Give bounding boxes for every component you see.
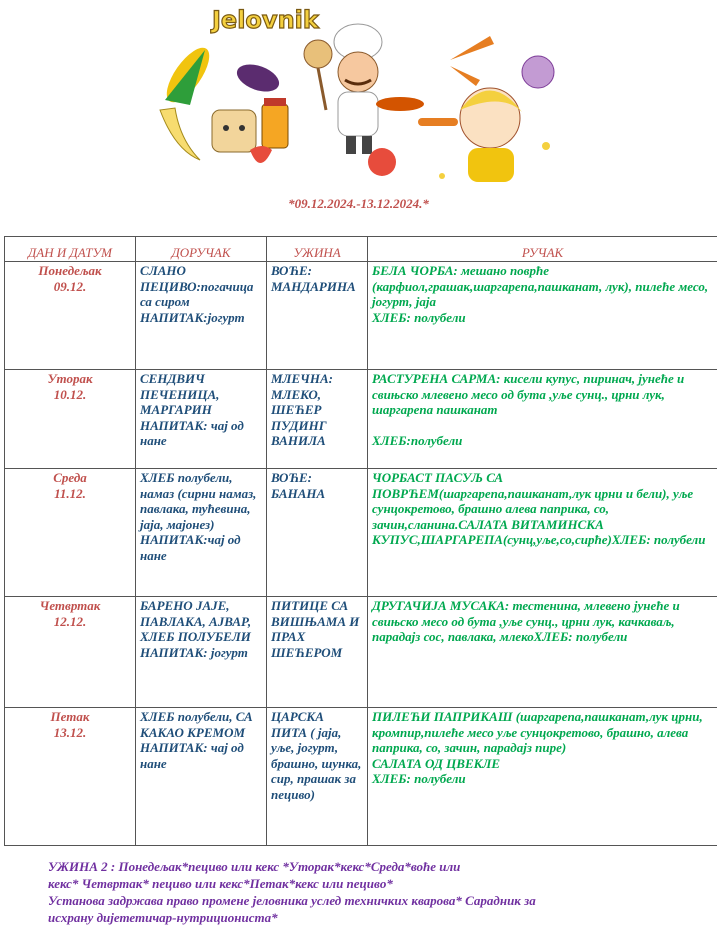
header-lunch: РУЧАК [368,237,717,262]
eggplant-icon [233,59,283,97]
footer-line: исхрану дијететичар-нутрициониста* [48,910,278,925]
banner-illustration [150,0,570,192]
day-cell [5,262,136,370]
day-date: 09.12. [53,278,87,294]
lunch-cell: ЧОРБАСТ ПАСУЉ СА ПОВРЋЕМ(шаргарепа,пашканат,лук црни и бели), уље сунцокретово, брашно алева паприка, со, зачин,сланина.САЛАТА ВИТАМИНСКА КУПУС,ШАРГАРЕПА(сунц,уље,со,сирће)ХЛЕБ: полубели [368,469,717,597]
day-name: Среда [53,470,87,485]
snack-cell: ВОЋЕ: МАНДАРИНА [267,262,368,370]
day-date: 13.12. [53,724,87,740]
corn-icon [159,41,217,108]
banner-title: Jelovnik [212,6,319,34]
snack-cell: МЛЕЧНА: МЛЕКО, ШЕЋЕР ПУДИНГ ВАНИЛА [267,370,368,469]
breakfast-cell: СЕНДВИЧ ПЕЧЕНИЦА, МАРГАРИН НАПИТАК: чај од нане [136,370,267,469]
day-name: Уторак [47,371,93,386]
day-cell [5,708,136,846]
breakfast-cell: БАРЕНО ЈАЈЕ, ПАВЛАКА, АЈВАР, ХЛЕБ ПОЛУБЕЛИ НАПИТАК: јогурт [136,597,267,708]
day-cell [5,597,136,708]
footer-notes [48,858,688,926]
lunch-cell: ПИЛЕЋИ ПАПРИКАШ (шаргарепа,пашканат,лук црни, кромпир,пилеће месо уље сунцокретово, брашно, алева паприка, со, зачин, парадајз пире) САЛАТА ОД ЦВЕКЛЕ ХЛЕБ: полубели [368,708,717,846]
strawberry-icon [250,146,272,163]
onion-icon [522,56,554,88]
day-date: 12.12. [53,613,87,629]
table-row [5,469,717,597]
table-row [5,262,717,370]
boy-icon [418,88,522,182]
breakfast-cell: СЛАНО ПЕЦИВО:погачица са сиром НАПИТАК:јогурт [136,262,267,370]
bread-icon [212,110,256,152]
day-name: Четвртак [39,598,101,613]
day-cell [5,469,136,597]
footer-line: Установа задржава право промене јеловника услед техничких кварова* Сарадник за [48,893,536,908]
jar-icon [262,98,288,148]
chef-icon [304,24,424,154]
banana-icon [160,108,200,160]
table-row [5,370,717,469]
tomato-icon [368,148,396,176]
snack-cell: ВОЋЕ: БАНАНА [267,469,368,597]
day-name: Петак [50,709,90,724]
menu-table [4,236,717,846]
header-snack: УЖИНА [267,237,368,262]
lunch-cell: ДРУГАЧИЈА МУСАКА: тестенина, млевено јунеће и свињско месо од бута ,уље сунц., црни лук, качкаваљ, парадајз сос, павлака, млекоХЛЕБ: полубели [368,597,717,708]
footer-line: кекс* Четвртак* пециво или кекс*Петак*кекс или пецивo* [48,876,393,891]
snack-cell: ЦАРСКА ПИТА ( јаја, уље, јогурт, брашно, шунка, сир, прашак за пециво) [267,708,368,846]
table-row [5,597,717,708]
date-range: *09.12.2024.-13.12.2024.* [288,196,429,211]
table-row [5,708,717,846]
header-breakfast: ДОРУЧАК [136,237,267,262]
lunch-cell: БЕЛА ЧОРБА: мешано поврће (карфиол,грашак,шаргарепа,пашканат, лук), пилеће месо, јогурт, јаја ХЛЕБ: полубели [368,262,717,370]
header-day: ДАН И ДАТУМ [5,237,136,262]
header-row [5,237,717,262]
lunch-cell: РАСТУРЕНА САРМА: кисели купус, пиринач, јунеће и свињско млевено месо од бута ,уље сунц., црни лук, шаргарепа пашканат ХЛЕБ:полубели [368,370,717,469]
day-name: Понедељак [38,263,102,278]
day-date: 10.12. [53,386,87,402]
footer-line: УЖИНА 2 : Понедељак*пециво или кекс *Уторак*кекс*Среда*воће или [48,859,461,874]
day-date: 11.12. [54,485,86,501]
breakfast-cell: ХЛЕБ полубели, СА КАКАО КРЕМОМ НАПИТАК: чај од нане [136,708,267,846]
day-cell [5,370,136,469]
snack-cell: ПИТИЦЕ СА ВИШЊАМА И ПРАХ ШЕЋЕРОМ [267,597,368,708]
carrot-icon-2 [450,66,480,86]
breakfast-cell: ХЛЕБ полубели, намаз (сирни намаз, павлака, тућевина, јаја, мајонез) НАПИТАК:чај од нане [136,469,267,597]
carrot-icon [450,36,494,60]
